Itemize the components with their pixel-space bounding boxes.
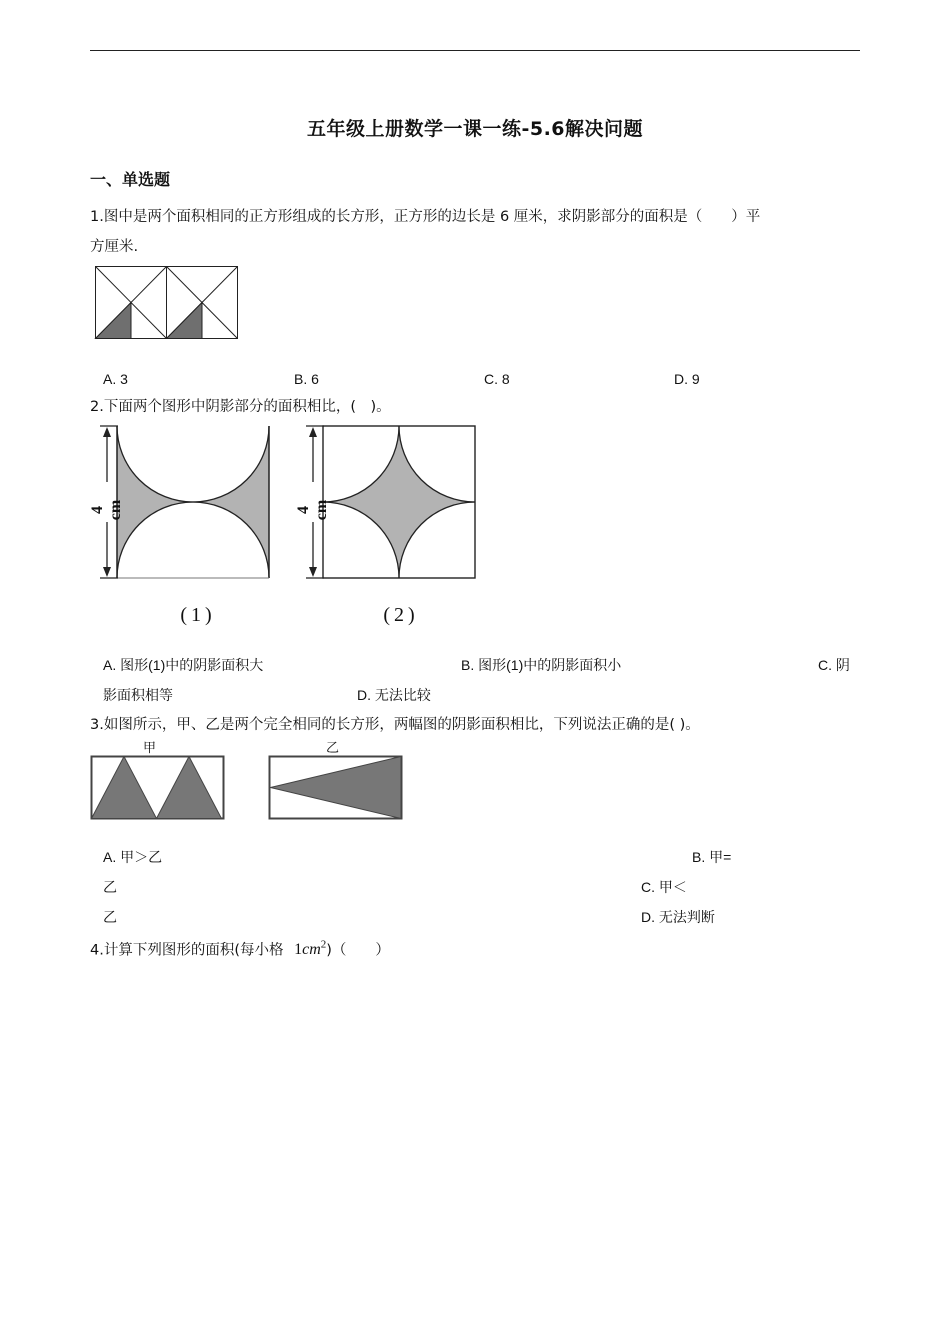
q4-text-post: )（ ）: [326, 942, 390, 959]
q2-option-b[interactable]: B. 图形(1)中的阴影面积小: [461, 657, 622, 673]
q3-option-c-line2[interactable]: 乙: [103, 909, 117, 925]
header-rule: [90, 50, 860, 51]
q3-fig-a-label: 甲: [143, 741, 157, 756]
q3-option-b-line1[interactable]: B. 甲=: [692, 849, 732, 865]
question-3-figure-a: [90, 755, 226, 821]
q1-option-b[interactable]: B. 6: [294, 371, 319, 387]
question-2-figure-1: [94, 424, 274, 634]
q2-option-c-line2[interactable]: 影面积相等: [103, 687, 173, 703]
q3-option-c-line1[interactable]: C. 甲＜: [641, 879, 687, 895]
q4-unit: [294, 941, 326, 958]
shaded-triangle-right: [167, 303, 203, 339]
question-1-figure: [95, 266, 239, 340]
q1-option-d[interactable]: D. 9: [674, 371, 700, 387]
page-title: 五年级上册数学一课一练-5.6解决问题: [306, 118, 644, 140]
q2-fig1-dim-label: 4 cm: [89, 499, 124, 521]
q2-fig2-caption: (2): [383, 604, 419, 626]
q3-option-a[interactable]: A. 甲＞乙: [103, 849, 163, 865]
question-2-figure-2: [300, 424, 480, 634]
q1-option-c[interactable]: C. 8: [484, 371, 510, 387]
question-1-line1: 1.图中是两个面积相同的正方形组成的长方形，正方形的边长是 6 厘米，求阴影部分的面积是（ ）平: [90, 209, 761, 225]
question-4-text: [90, 930, 390, 965]
q2-option-c-line1[interactable]: C. 阴: [818, 657, 850, 673]
q2-option-a[interactable]: A. 图形(1)中的阴影面积大: [103, 657, 264, 673]
q2-fig1-caption: (1): [180, 604, 216, 626]
q1-option-a[interactable]: A. 3: [103, 371, 128, 387]
q2-fig2-dim-label: 4 cm: [295, 499, 330, 521]
q4-unit-number: 1: [294, 941, 303, 959]
question-2-text: 2.下面两个图形中阴影部分的面积相比，( )。: [90, 399, 391, 415]
q3-fig-b-label: 乙: [326, 741, 340, 756]
section-heading: 一、单选题: [90, 170, 171, 189]
q4-unit-cm: cm: [302, 941, 321, 959]
q4-unit-exponent: 2: [320, 939, 327, 951]
q3-option-d[interactable]: D. 无法判断: [641, 909, 715, 925]
question-3-figure-b: [268, 755, 404, 821]
q4-text-pre: 4.计算下列图形的面积(每小格: [90, 942, 284, 959]
question-3-text: 3.如图所示，甲、乙是两个完全相同的长方形，两幅图的阴影面积相比，下列说法正确的是( )。: [90, 717, 700, 733]
q2-option-d[interactable]: D. 无法比较: [357, 687, 431, 703]
q3-option-b-line2[interactable]: 乙: [103, 879, 117, 895]
shaded-triangle-left: [96, 303, 132, 339]
question-1-line2: 方厘米.: [90, 239, 139, 255]
